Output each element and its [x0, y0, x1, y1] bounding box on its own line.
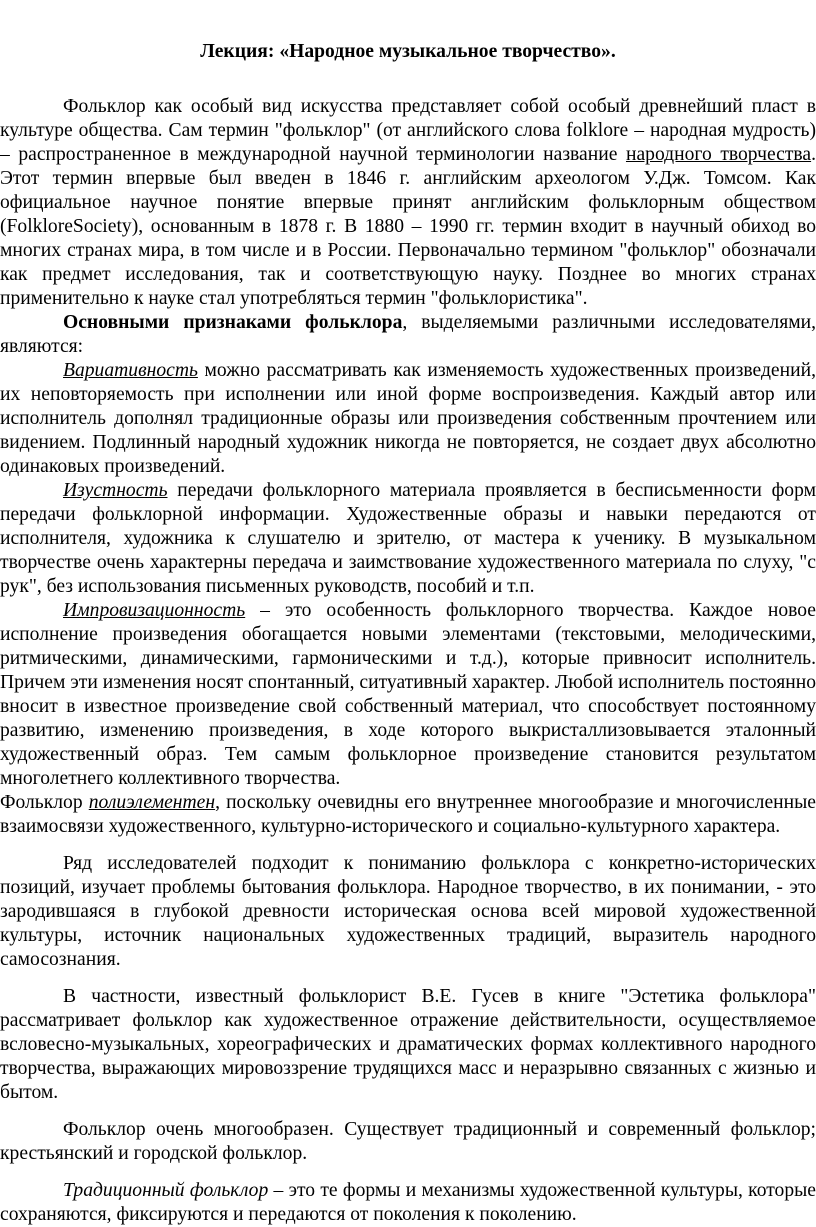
paragraph-variativity — [0, 359, 816, 479]
paragraph-text: – это особенность фольклорного творчества. Каждое новое исполнение произведения обогащается новыми элементами (текстовыми, мелодическими, ритмическими, динамическими, гармоническими и т.д.), которые привносит исполнитель. Причем эти изменения носят спонтанный, ситуативный характер. Любой исполнитель постоянно вносит в известное произведение свой собственный материал, что способствует постоянному развитию, изменению произведения, в ходе которого выкристаллизовывается эталонный художественный образ. Тем самым фольклорное произведение становится результатом многолетнего коллективного творчества. — [0, 600, 816, 789]
page-title: Лекция: «Народное музыкальное творчество». — [200, 41, 616, 62]
paragraph-traditional-folklore — [0, 1179, 816, 1227]
paragraph-polyelement — [0, 791, 816, 839]
term-improvisation: Импровизационность — [63, 600, 246, 621]
paragraph-oral-transmission — [0, 479, 816, 599]
paragraph-diversity: Фольклор очень многообразен. Существует традиционный и современный фольклор; крестьянский и городской фольклор. — [0, 1119, 816, 1164]
paragraph-text: , выделяемыми различными исследователями, являются: — [0, 312, 816, 357]
paragraph-researchers: Ряд исследователей подходит к пониманию фольклора с конкретно-исторических позиций, изучает проблемы бытования фольклора. Народное творчество, в их понимании, - это зародившаяся в глубокой древности историческая основа всей мировой художественной культуры, источник национальных художественных традиций, выразитель народного самосознания. — [0, 853, 816, 970]
paragraph-text: передачи фольклорного материала проявляется в бесписьменности форм передачи фольклорной информации. Художественные образы и навыки передаются от исполнителя, художника к слушателю и зрителю, от мастера к ученику. В музыкальном творчестве очень характерны передача и заимствование художественного материала по слуху, "с рук", без использования письменных руководств, пособий и т.п. — [0, 480, 816, 597]
folk-art-link[interactable]: народного творчества — [625, 144, 812, 165]
paragraph-text: . Этот термин впервые был введен в 1846 г. английским археологом У.Дж. Томсом. Как официальное научное понятие впервые принят английским фольклорным обществом (FolkloreSociety), основанным в 1878 г. В 1880 – 1990 гг. термин входит в научный обиход во многих странах мира, в том числе и в России. Первоначально термином "фольклор" обозначали как предмет исследования, так и соответствующую науку. Позднее во многих странах применительно к науке стал употребляться термин "фольклористика". — [0, 144, 816, 309]
document-body — [0, 95, 816, 1227]
paragraph-gusev: В частности, известный фольклорист В.Е. Гусев в книге "Эстетика фольклора" рассматривает фольклор как художественное отражение действительности, осуществляемое всловесно-музыкальных, хореографических и драматических формах коллективного народного творчества, выражающих мировоззрение трудящихся масс и неразрывно связанных с жизнью и бытом. — [0, 986, 816, 1103]
term-traditional-folklore: Традиционный фольклор — [63, 1180, 269, 1201]
term-variativity: Вариативность — [63, 360, 198, 381]
paragraph-improvisation — [0, 599, 816, 791]
term-oral-transmission: Изустность — [63, 480, 168, 501]
features-heading-bold: Основными признаками фольклора — [63, 312, 403, 333]
paragraph-text: можно рассматривать как изменяемость художественных произведений, их неповторяемость при исполнении или иной форме воспроизведения. Каждый автор или исполнитель дополнял традиционные образы или произведения собственным прочтением или видением. Подлинный народный художник никогда не повторяется, не создает двух абсолютно одинаковых произведений. — [0, 360, 816, 477]
paragraph-features-heading — [0, 311, 816, 359]
paragraph-intro — [0, 95, 816, 311]
paragraph-text: Фольклор как особый вид искусства представляет собой особый древнейший пласт в культуре общества. Сам термин "фольклор" (от английского слова folklore – народная мудрость) – распространенное в международной научной терминологии название — [0, 96, 816, 165]
paragraph-text: , поскольку очевидны его внутреннее многообразие и многочисленные взаимосвязи художественного, культурно-исторического и социально-культурного характера. — [0, 792, 816, 837]
paragraph-text: – это те формы и механизмы художественной культуры, которые сохраняются, фиксируются и передаются от поколения к поколению. — [0, 1180, 816, 1225]
paragraph-text: Фольклор — [0, 792, 89, 813]
term-polyelement: полиэлементен — [88, 792, 216, 813]
